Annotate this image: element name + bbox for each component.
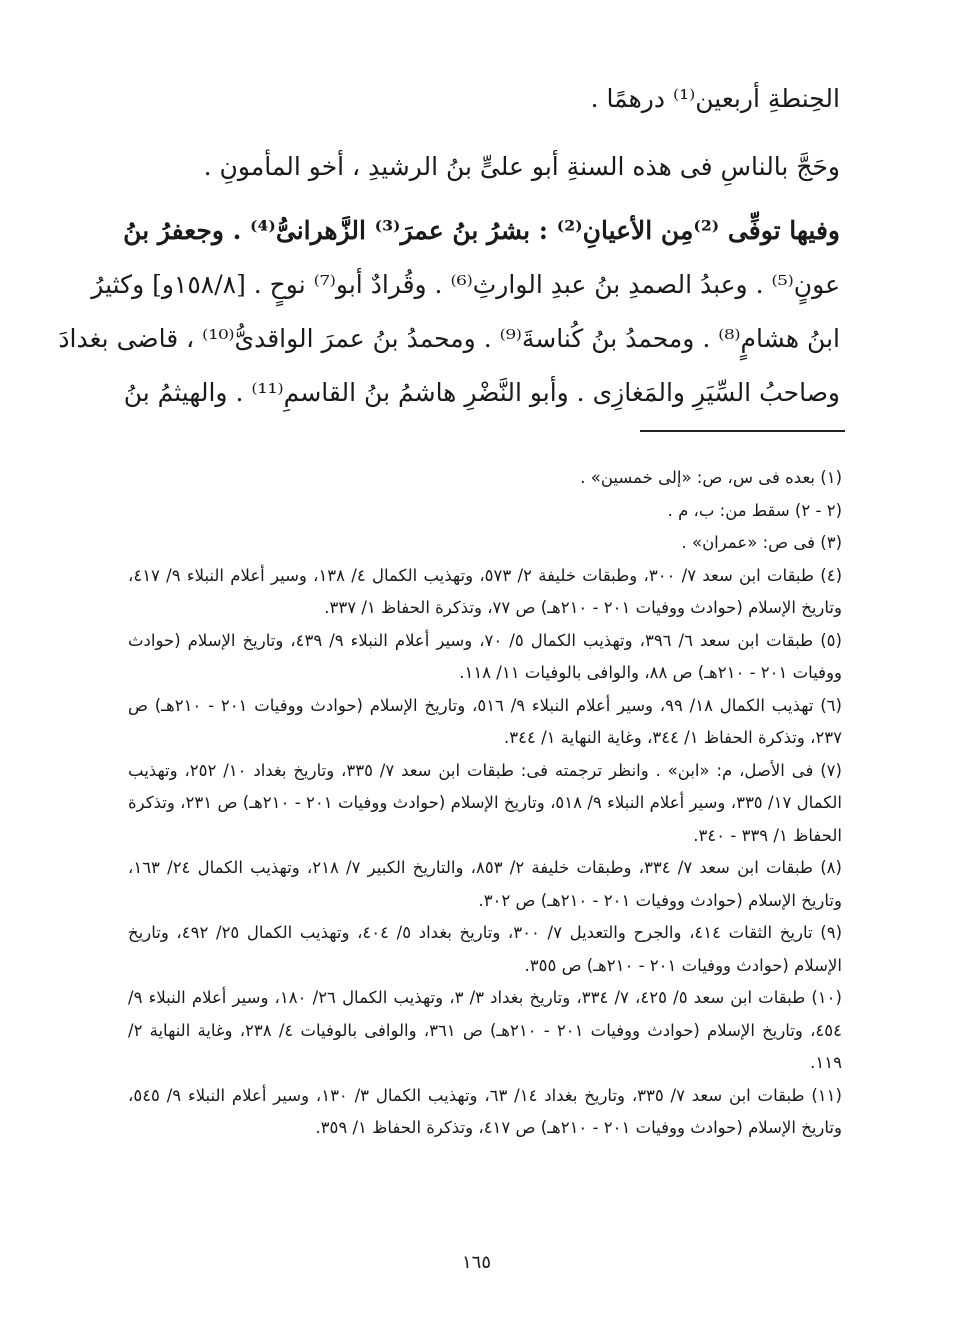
main-line-5: ابنُ هشامٍ⁽⁸⁾ . ومحمدُ بنُ كُناسةَ⁽⁹⁾ . ومحمدُ بنُ عمرَ الواقدىُّ⁽¹⁰⁾ ، قاضى بغدادَ bbox=[58, 324, 840, 353]
main-line-3: وفيها توفِّى ⁽²⁾مِن الأعيانِ⁽²⁾ : بشرُ بنُ عمرَ⁽³⁾ الزَّهرانىُّ⁽⁴⁾ . وجعفرُ بنُ bbox=[123, 216, 840, 245]
footnote-9: (٩) تاريخ الثقات ٤١٤، والجرح والتعديل ٧/ ٣٠٠، وتاريخ بغداد ٥/ ٤٠٤، وتهذيب الكمال ٢٥/ ٤٩٢، وتاريخ الإسلام (حوادث ووفيات ٢٠١ - ٢١٠هـ) ص ٣٥٥. bbox=[128, 923, 842, 975]
footnote-6: (٦) تهذيب الكمال ١٨/ ٩٩، وسير أعلام النبلاء ٩/ ٥١٦، وتاريخ الإسلام (حوادث ووفيات ٢٠١ - ٢١٠هـ) ص ٢٣٧، وتذكرة الحفاظ ١/ ٣٤٤، وغاية النهاية ١/ ٣٤٤. bbox=[128, 695, 842, 747]
main-text bbox=[58, 72, 840, 420]
footnote-2: (٢ - ٢) سقط من: ب، م . bbox=[667, 500, 842, 520]
main-line-2: وحَجَّ بالناسِ فى هذه السنةِ أبو علىٍّ بنُ الرشيدِ ، أخو المأمونِ . bbox=[203, 152, 840, 181]
main-line-6: وصاحبُ السِّيَرِ والمَغازِى . وأبو النَّضْرِ هاشمُ بنُ القاسمِ⁽¹¹⁾ . والهيثمُ بنُ bbox=[123, 378, 840, 407]
main-line-1: الحِنطةِ أربعين⁽¹⁾ درهمًا . bbox=[590, 84, 840, 113]
page-number: ١٦٥ bbox=[461, 1252, 491, 1273]
footnote-8: (٨) طبقات ابن سعد ٧/ ٣٣٤، وطبقات خليفة ٢/ ٨٥٣، والتاريخ الكبير ٧/ ٢١٨، وتهذيب الكمال ٢٤/ ١٦٣، وتاريخ الإسلام (حوادث ووفيات ٢٠١ - ٢١٠هـ) ص ٣٠٢. bbox=[128, 858, 842, 910]
footnote-3: (٣) فى ص: «عمران» . bbox=[681, 533, 842, 552]
footnotes bbox=[128, 462, 842, 1145]
footnote-1: (١) بعده فى س، ص: «إلى خمسين» . bbox=[580, 468, 842, 487]
footnote-7: (٧) فى الأصل، م: «ابن» . وانظر ترجمته فى: طبقات ابن سعد ٧/ ٣٣٥، وتاريخ بغداد ١٠/ ٢٥٢، وتهذيب الكمال ١٧/ ٣٣٥، وسير أعلام النبلاء ٩/ ٥١٨، وتاريخ الإسلام (حوادث ووفيات ٢٠١ - ٢١٠هـ) ص ٢٣١، وتذكرة الحفاظ ١/ ٣٣٩ - ٣٤٠. bbox=[128, 760, 842, 845]
main-line-4: عونٍ⁽⁵⁾ . وعبدُ الصمدِ بنُ عبدِ الوارثِ⁽⁶⁾ . وقُرادٌ أبو⁽⁷⁾ نوحٍ . [١٥٨/٨و] وكثيرُ bbox=[91, 270, 840, 299]
footnote-4: (٤) طبقات ابن سعد ٧/ ٣٠٠، وطبقات خليفة ٢/ ٥٧٣، وتهذيب الكمال ٤/ ١٣٨، وسير أعلام النبلاء ٩/ ٤١٧، وتاريخ الإسلام (حوادث ووفيات ٢٠١ - ٢١٠هـ) ص ٧٧، وتذكرة الحفاظ ١/ ٣٣٧. bbox=[128, 565, 843, 617]
footnote-divider bbox=[640, 430, 845, 432]
footnote-10: (١٠) طبقات ابن سعد ٥/ ٤٢٥، ٧/ ٣٣٤، وتاريخ بغداد ٣/ ٣، وتهذيب الكمال ٢٦/ ١٨٠، وسير أعلام النبلاء ٩/ ٤٥٤، وتاريخ الإسلام (حوادث ووفيات ٢٠١ - ٢١٠هـ) ص ٣٦١، والوافى بالوفيات ٤/ ٢٣٨، وغاية النهاية ٢/ ١١٩. bbox=[128, 988, 842, 1072]
footnote-5: (٥) طبقات ابن سعد ٦/ ٣٩٦، وتهذيب الكمال ٥/ ٧٠، وسير أعلام النبلاء ٩/ ٤٣٩، وتاريخ الإسلام (حوادث ووفيات ٢٠١ - ٢١٠هـ) ص ٨٨، والوافى بالوفيات ١١/ ١١٨. bbox=[128, 630, 842, 682]
footnote-11: (١١) طبقات ابن سعد ٧/ ٣٣٥، وتاريخ بغداد ١٤/ ٦٣، وتهذيب الكمال ٣/ ١٣٠، وسير أعلام النبلاء ٩/ ٥٤٥، وتاريخ الإسلام (حوادث ووفيات ٢٠١ - ٢١٠هـ) ص ٤١٧، وتذكرة الحفاظ ١/ ٣٥٩. bbox=[128, 1085, 842, 1137]
